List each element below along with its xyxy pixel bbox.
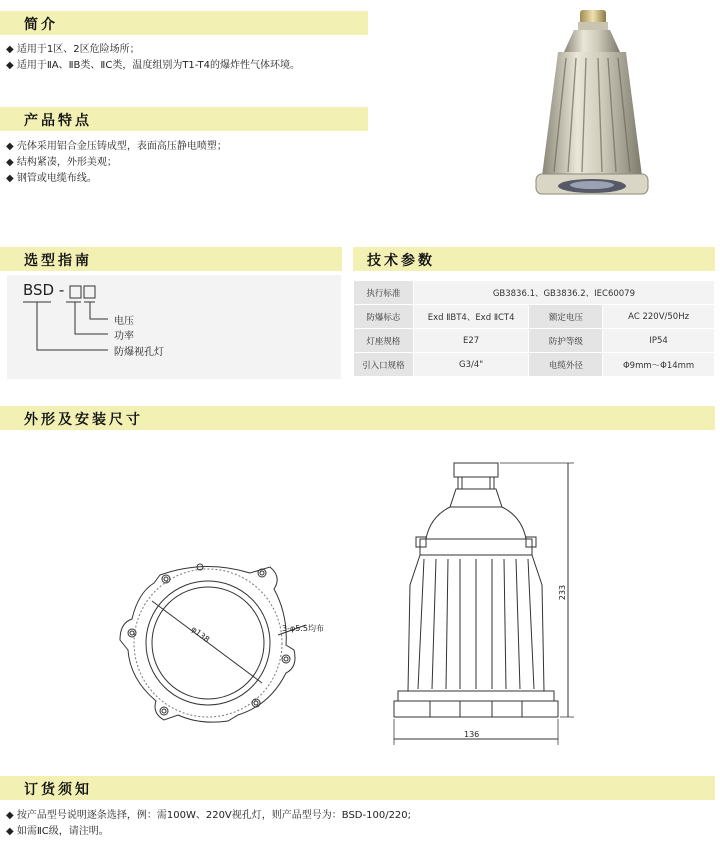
- table-key: 额定电压: [529, 305, 603, 329]
- model-prefix: BSD -: [23, 281, 65, 299]
- features-title: 产品特点: [24, 113, 92, 129]
- table-key: 防爆标志: [354, 305, 414, 329]
- height-label: 233: [558, 584, 568, 601]
- features-line: ◆ 壳体采用铝合金压铸成型，表面高压静电喷塑；: [6, 141, 227, 152]
- table-key: 电缆外径: [529, 353, 603, 377]
- table-key: 灯座规格: [354, 329, 414, 353]
- features-header: [0, 107, 368, 131]
- features-line: ◆ 钢管或电缆布线。: [6, 173, 97, 184]
- top-view-drawing: [110, 555, 340, 735]
- table-value: AC 220V/50Hz: [603, 305, 715, 329]
- dimensions-header: [0, 406, 715, 430]
- label-lamp: 防爆视孔灯: [114, 347, 164, 358]
- features-line: ◆ 结构紧凑，外形美观；: [6, 157, 117, 168]
- table-row: [354, 305, 715, 329]
- order-line: ◆ 如需ⅡC级，请注明。: [6, 826, 109, 837]
- table-value: Φ9mm～Φ14mm: [603, 353, 715, 377]
- table-row: [354, 329, 715, 353]
- label-voltage: 电压: [114, 316, 134, 327]
- selection-header: [0, 247, 342, 271]
- holes-label: 3-φ5.5均布: [282, 624, 324, 633]
- table-value: Exd ⅡBT4、Exd ⅡCT4: [413, 305, 529, 329]
- tech-header: [353, 247, 715, 271]
- intro-title: 简介: [24, 17, 58, 33]
- dimensions-title: 外形及安装尺寸: [24, 412, 143, 428]
- table-key: 执行标准: [354, 281, 414, 305]
- intro-line: ◆ 适用于ⅡA、ⅡB类、ⅡC类，温度组别为T1-T4的爆炸性气体环境。: [6, 60, 300, 71]
- table-value: GB3836.1、GB3836.2、IEC60079: [413, 281, 714, 305]
- table-value: G3/4": [413, 353, 529, 377]
- selection-title: 选型指南: [24, 253, 92, 269]
- table-row: [354, 281, 715, 305]
- selection-diagram: [7, 275, 207, 379]
- order-line: ◆ 按产品型号说明逐条选择，例：需100W、220V视孔灯，则产品型号为：BSD-100/220;: [6, 810, 412, 821]
- features-text: [6, 139, 227, 187]
- width-label: 136: [464, 730, 480, 739]
- intro-text: [6, 42, 300, 74]
- table-value: E27: [413, 329, 529, 353]
- intro-line: ◆ 适用于1区、2区危险场所；: [6, 44, 140, 55]
- order-title: 订货须知: [24, 782, 92, 798]
- order-header: [0, 776, 715, 800]
- table-row: [354, 353, 715, 377]
- selection-panel: [7, 275, 341, 379]
- side-view-drawing: [390, 455, 580, 755]
- tech-table: [353, 280, 715, 377]
- diameter-label: φ138: [189, 624, 212, 645]
- table-key: 引入口规格: [354, 353, 414, 377]
- table-key: 防护等级: [529, 329, 603, 353]
- table-value: IP54: [603, 329, 715, 353]
- tech-title: 技术参数: [367, 253, 435, 269]
- intro-header: [0, 11, 368, 35]
- label-power: 功率: [114, 331, 134, 342]
- product-photo: [528, 8, 656, 202]
- order-text: [6, 808, 411, 840]
